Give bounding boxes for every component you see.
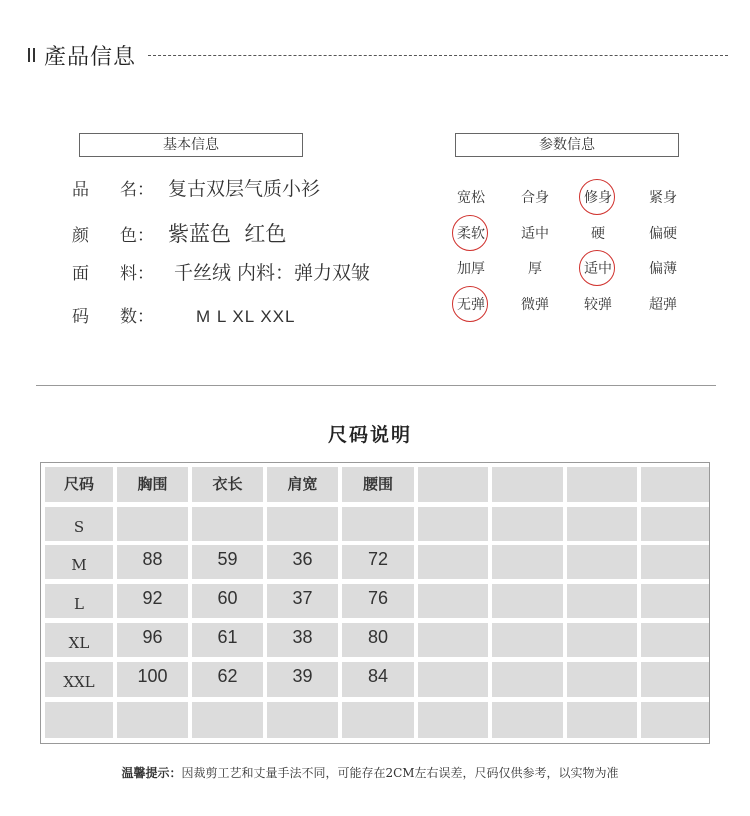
param-option-selected: 无弹 [446,288,496,322]
param-option-selected: 适中 [573,252,623,286]
param-option: 较弹 [584,297,612,313]
param-option-selected: 柔软 [446,217,496,251]
size-table-size-cell: XL [45,623,113,657]
size-table-empty-cell [192,702,263,738]
size-table-empty-cell [418,662,488,697]
size-table-value-cell: 62 [192,662,263,697]
param-option: 紧身 [649,190,677,206]
param-option: 适中 [521,226,549,242]
param-option: 偏硬 [649,226,677,242]
tip-note-label: 温馨提示： [121,766,182,780]
size-table-header: 肩宽 [267,467,338,502]
size-table-empty-cell [641,467,709,502]
param-option: 合身 [521,190,549,206]
header-divider [148,55,728,56]
size-table-empty-cell [492,662,563,697]
size-table-empty-cell [492,702,563,738]
basic-info-row [72,174,320,204]
basic-info-label-second: 料： [120,264,154,284]
size-table-value-cell: 36 [267,545,338,579]
size-table [40,462,710,744]
size-table-value-cell: 60 [192,584,263,618]
basic-info-value: 千丝绒 内料：弹力双皱 [174,262,371,284]
basic-info-value: M L XL XXL [196,307,296,326]
size-table-empty-cell [418,545,488,579]
size-table-empty-cell [567,702,637,738]
basic-info-value: 紫蓝色 红色 [168,222,287,246]
size-table-size-cell: S [45,507,113,541]
size-table-empty-cell [267,702,338,738]
tip-note-text: 因裁剪工艺和丈量手法不同，可能存在2CM左右误差，尺码仅供参考，以实物为准 [181,766,619,780]
size-table-title: 尺码说明 [327,424,412,446]
size-table-empty-cell [418,702,488,738]
basic-info-label-second: 数： [120,307,154,327]
basic-info-label-first: 颜 [72,226,89,246]
size-table-value-cell: 96 [117,623,188,657]
size-table-empty-cell [567,545,637,579]
size-table-empty-cell [342,702,414,738]
page-title: 產品信息 [44,45,137,70]
basic-info-label-first: 品 [72,180,89,200]
basic-info-label-first: 面 [72,264,89,284]
basic-info-section-label: 基本信息 [79,133,303,157]
size-table-header: 腰围 [342,467,414,502]
size-table-value-cell: 72 [342,545,414,579]
size-table-value-cell: 76 [342,584,414,618]
size-table-value-cell: 84 [342,662,414,697]
size-table-empty-cell [567,467,637,502]
size-table-empty-cell [641,662,709,697]
size-table-header: 胸围 [117,467,188,502]
size-table-header: 尺码 [45,467,113,502]
size-table-empty-cell [418,507,488,541]
basic-info-row [72,219,286,249]
size-table-size-cell: L [45,584,113,618]
size-table-value-cell: 88 [117,545,188,579]
size-table-size-cell: M [45,545,113,579]
size-table-empty-cell [492,507,563,541]
size-table-value-cell [117,507,188,541]
size-table-empty-cell [492,623,563,657]
size-table-header: 衣长 [192,467,263,502]
param-option: 硬 [591,226,605,242]
param-option-selected: 修身 [573,181,623,215]
basic-info-label-first: 码 [72,307,89,327]
size-table-empty-cell [567,662,637,697]
params-section-label: 参数信息 [455,133,679,157]
size-table-empty-cell [567,507,637,541]
size-table-empty-cell [492,545,563,579]
size-table-empty-cell [641,702,709,738]
basic-info-value: 复古双层气质小衫 [168,178,321,200]
size-table-size-cell: XXL [45,662,113,697]
param-option: 厚 [528,261,542,277]
size-table-value-cell [192,507,263,541]
size-table-empty-cell [418,467,488,502]
size-table-value-cell: 38 [267,623,338,657]
size-table-empty-cell [567,584,637,618]
basic-info-label [72,175,168,205]
size-table-value-cell: 92 [117,584,188,618]
basic-info-label [72,259,168,289]
section-divider [36,385,716,386]
size-table-value-cell: 59 [192,545,263,579]
size-table-value-cell [342,507,414,541]
header-bars-icon [28,48,36,62]
param-option: 宽松 [457,190,485,206]
size-table-value-cell: 61 [192,623,263,657]
size-table-empty-cell [641,584,709,618]
size-table-empty-cell [567,623,637,657]
basic-info-label-second: 色： [120,226,154,246]
basic-info-row [72,258,370,288]
size-table-value-cell [267,507,338,541]
param-option: 偏薄 [649,261,677,277]
param-option: 微弹 [521,297,549,313]
param-option: 加厚 [457,261,485,277]
size-table-empty-cell [641,507,709,541]
size-table-value-cell: 80 [342,623,414,657]
size-table-value-cell: 100 [117,662,188,697]
size-table-empty-cell [418,584,488,618]
size-table-empty-cell [492,584,563,618]
size-table-empty-cell [45,702,113,738]
basic-info-label-second: 名： [120,180,154,200]
size-table-value-cell: 37 [267,584,338,618]
basic-info-label [72,302,168,332]
basic-info-row [72,302,295,332]
tip-note [0,764,740,781]
size-table-empty-cell [641,623,709,657]
size-table-empty-cell [418,623,488,657]
size-table-empty-cell [117,702,188,738]
size-table-empty-cell [492,467,563,502]
param-option: 超弹 [649,297,677,313]
size-table-value-cell: 39 [267,662,338,697]
basic-info-label [72,221,168,251]
size-table-empty-cell [641,545,709,579]
